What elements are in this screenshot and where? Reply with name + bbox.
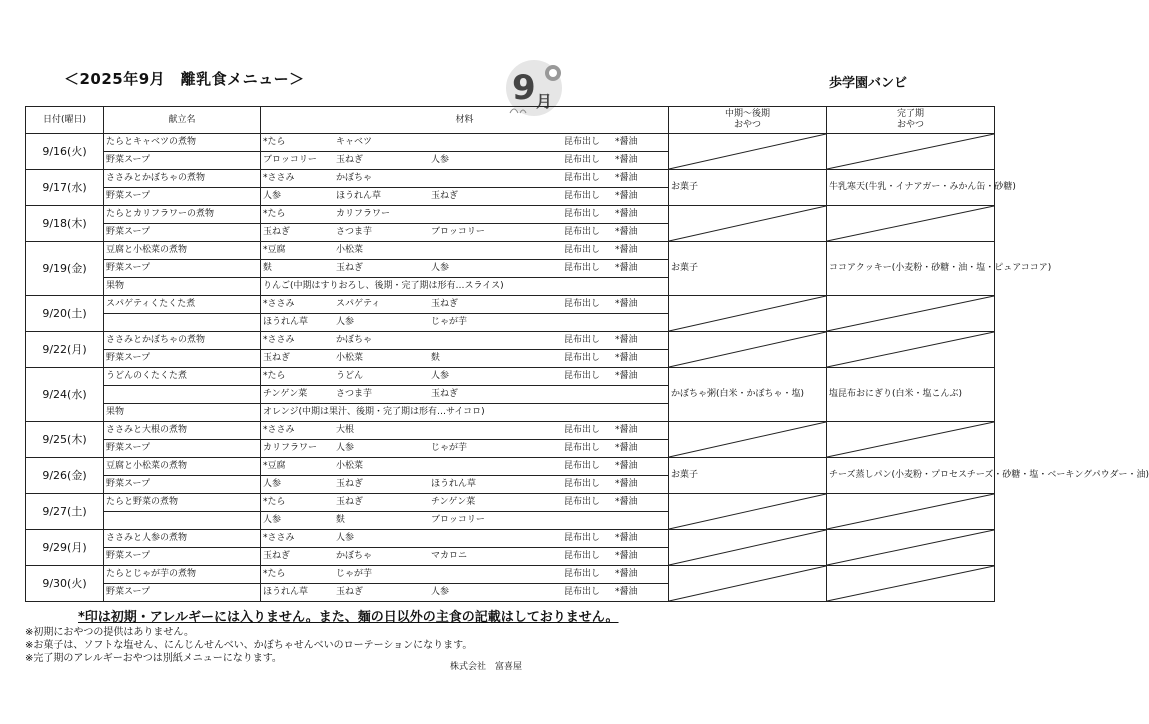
note-3: ※完了期のアレルギーおやつは別紙メニューになります。 bbox=[25, 653, 282, 664]
empty-cell-diagonal bbox=[669, 206, 826, 241]
seasoning-soy: *醤油 bbox=[615, 587, 638, 597]
ingredient: かぼちゃ bbox=[336, 335, 373, 345]
final-header-line2: おやつ bbox=[896, 120, 924, 130]
ingredient: マカロニ bbox=[431, 551, 468, 561]
empty-cell-diagonal bbox=[669, 134, 826, 169]
menu-row bbox=[26, 368, 995, 386]
mid-late-snack-cell: かぼちゃ粥(白米・かぼちゃ・塩) bbox=[669, 368, 827, 422]
header-row bbox=[26, 107, 995, 134]
seasoning-soy: *醤油 bbox=[615, 335, 638, 345]
ingredient: *豆腐 bbox=[263, 461, 286, 471]
dish-cell: 野菜スープ bbox=[104, 260, 261, 278]
date-cell: 9/27(土) bbox=[26, 494, 104, 530]
dish-cell: 野菜スープ bbox=[104, 584, 261, 602]
col-date-header: 日付(曜日) bbox=[26, 107, 104, 134]
ingredient: 大根 bbox=[336, 425, 355, 435]
seasoning-kombu: 昆布出し bbox=[564, 569, 601, 579]
dish-cell: たらとじゃが芋の煮物 bbox=[104, 566, 261, 584]
seasoning-soy: *醤油 bbox=[615, 533, 638, 543]
ingredients-cell bbox=[261, 494, 669, 512]
seasoning-kombu: 昆布出し bbox=[564, 353, 601, 363]
menu-table bbox=[25, 106, 1149, 602]
allergy-note: *印は初期・アレルギーには入りません。また、麺の日以外の主食の記載はしておりません。 bbox=[78, 610, 619, 625]
date-cell: 9/20(土) bbox=[26, 296, 104, 332]
ingredient: 人参 bbox=[263, 515, 282, 525]
ingredient: 玉ねぎ bbox=[263, 227, 291, 237]
ingredient: ほうれん草 bbox=[263, 587, 309, 597]
ingredient: さつま芋 bbox=[336, 227, 373, 237]
ingredients-cell bbox=[261, 224, 669, 242]
dish-cell: ささみとかぼちゃの煮物 bbox=[104, 332, 261, 350]
final-snack-cell bbox=[827, 206, 995, 242]
ingredient: *たら bbox=[263, 137, 286, 147]
ingredients-cell bbox=[261, 206, 669, 224]
final-snack-cell bbox=[827, 566, 995, 602]
ingredients-cell bbox=[261, 476, 669, 494]
final-header-line1: 完了期 bbox=[896, 109, 924, 119]
final-snack-cell bbox=[827, 332, 995, 368]
seasoning-kombu: 昆布出し bbox=[564, 299, 601, 309]
dish-cell: 野菜スープ bbox=[104, 476, 261, 494]
menu-row bbox=[26, 422, 995, 440]
seasoning-soy: *醤油 bbox=[615, 191, 638, 201]
ingredient: りんご(中期はすりおろし、後期・完了期は形有…スライス) bbox=[263, 281, 504, 291]
ingredients-cell bbox=[261, 530, 669, 548]
badge-number: 9 bbox=[512, 68, 536, 108]
ingredient: *たら bbox=[263, 209, 286, 219]
ingredient: じゃが芋 bbox=[431, 317, 468, 327]
seasoning-kombu: 昆布出し bbox=[564, 335, 601, 345]
page-title: ＜2025年9月 離乳食メニュー＞ bbox=[64, 70, 305, 88]
empty-cell-diagonal bbox=[827, 296, 994, 331]
mid-late-snack-cell bbox=[669, 332, 827, 368]
ingredient: ブロッコリー bbox=[263, 155, 317, 165]
mid-late-snack-cell: お菓子 bbox=[669, 170, 827, 206]
ingredient: カリフラワー bbox=[263, 443, 318, 453]
seasoning-kombu: 昆布出し bbox=[564, 479, 601, 489]
final-snack-cell: チーズ蒸しパン(小麦粉・プロセスチーズ・砂糖・塩・ベーキングパウダー・油) bbox=[827, 458, 995, 494]
final-snack-cell: 牛乳寒天(牛乳・イナアガー・みかん缶・砂糖) bbox=[827, 170, 995, 206]
dish-cell bbox=[104, 512, 261, 530]
date-cell: 9/19(金) bbox=[26, 242, 104, 296]
ingredients-cell bbox=[261, 170, 669, 188]
date-cell: 9/16(火) bbox=[26, 134, 104, 170]
seasoning-soy: *醤油 bbox=[615, 497, 638, 507]
ingredient: じゃが芋 bbox=[431, 443, 468, 453]
ingredients-cell bbox=[261, 278, 669, 296]
mid-late-snack-cell bbox=[669, 134, 827, 170]
final-snack-cell bbox=[827, 494, 995, 530]
ingredient: 玉ねぎ bbox=[431, 191, 459, 201]
ingredients-cell bbox=[261, 422, 669, 440]
col-dish-header: 献立名 bbox=[104, 107, 261, 134]
seasoning-kombu: 昆布出し bbox=[564, 497, 601, 507]
menu-row bbox=[26, 494, 995, 512]
ingredient: 玉ねぎ bbox=[336, 497, 364, 507]
mid-late-header-line1: 中期～後期 bbox=[724, 109, 770, 119]
mid-late-snack-cell bbox=[669, 422, 827, 458]
ingredient: *たら bbox=[263, 569, 286, 579]
ingredient: 人参 bbox=[336, 443, 355, 453]
ingredients-cell bbox=[261, 440, 669, 458]
dish-cell: 野菜スープ bbox=[104, 440, 261, 458]
dish-cell: 野菜スープ bbox=[104, 224, 261, 242]
dish-cell: 豆腐と小松菜の煮物 bbox=[104, 458, 261, 476]
ingredient: 人参 bbox=[263, 191, 282, 201]
seasoning-kombu: 昆布出し bbox=[564, 227, 601, 237]
ingredients-cell bbox=[261, 350, 669, 368]
date-cell: 9/24(水) bbox=[26, 368, 104, 422]
final-snack-cell bbox=[827, 422, 995, 458]
empty-cell-diagonal bbox=[669, 566, 826, 601]
empty-cell-diagonal bbox=[827, 494, 994, 529]
ingredients-cell bbox=[261, 242, 669, 260]
seasoning-soy: *醤油 bbox=[615, 461, 638, 471]
ingredient: 人参 bbox=[336, 317, 355, 327]
dish-cell bbox=[104, 314, 261, 332]
dish-cell: たらと野菜の煮物 bbox=[104, 494, 261, 512]
seasoning-kombu: 昆布出し bbox=[564, 461, 601, 471]
dish-cell: ささみとかぼちゃの煮物 bbox=[104, 170, 261, 188]
empty-cell-diagonal bbox=[827, 422, 994, 457]
ingredient: 小松菜 bbox=[336, 461, 364, 471]
ingredient: 玉ねぎ bbox=[336, 155, 364, 165]
ingredients-cell bbox=[261, 188, 669, 206]
empty-cell-diagonal bbox=[669, 494, 826, 529]
mid-late-snack-cell bbox=[669, 206, 827, 242]
ingredients-cell bbox=[261, 566, 669, 584]
seasoning-kombu: 昆布出し bbox=[564, 443, 601, 453]
ingredient: 玉ねぎ bbox=[263, 353, 291, 363]
menu-row bbox=[26, 458, 995, 476]
seasoning-soy: *醤油 bbox=[615, 551, 638, 561]
ingredients-cell bbox=[261, 332, 669, 350]
badge-month: 月 bbox=[536, 92, 553, 111]
ingredient: 人参 bbox=[263, 479, 282, 489]
col-mid-late-header bbox=[669, 107, 827, 134]
dish-cell: 野菜スープ bbox=[104, 548, 261, 566]
seasoning-soy: *醤油 bbox=[615, 371, 638, 381]
ingredient: カリフラワー bbox=[336, 209, 391, 219]
ingredients-cell bbox=[261, 260, 669, 278]
seasoning-soy: *醤油 bbox=[615, 299, 638, 309]
ingredient: ほうれん草 bbox=[263, 317, 309, 327]
dish-cell bbox=[104, 386, 261, 404]
seasoning-kombu: 昆布出し bbox=[564, 551, 601, 561]
empty-cell-diagonal bbox=[827, 566, 994, 601]
empty-cell-diagonal bbox=[827, 332, 994, 367]
ingredients-cell bbox=[261, 404, 669, 422]
ingredient: チンゲン菜 bbox=[431, 497, 476, 507]
seasoning-kombu: 昆布出し bbox=[564, 587, 601, 597]
ingredient: 人参 bbox=[431, 587, 450, 597]
ingredient: *たら bbox=[263, 497, 286, 507]
note-2: ※お菓子は、ソフトな塩せん、にんじんせんべい、かぼちゃせんべいのローテーションになります。 bbox=[25, 640, 473, 651]
col-final-header bbox=[827, 107, 995, 134]
ingredients-cell bbox=[261, 368, 669, 386]
seasoning-soy: *醤油 bbox=[615, 425, 638, 435]
ingredient: 人参 bbox=[431, 371, 450, 381]
final-snack-cell bbox=[827, 134, 995, 170]
seasoning-soy: *醤油 bbox=[615, 443, 638, 453]
ingredients-cell bbox=[261, 314, 669, 332]
ingredients-cell bbox=[261, 152, 669, 170]
dish-cell: 果物 bbox=[104, 278, 261, 296]
menu-row bbox=[26, 134, 995, 152]
seasoning-kombu: 昆布出し bbox=[564, 533, 601, 543]
menu-row bbox=[26, 530, 995, 548]
ingredients-cell bbox=[261, 548, 669, 566]
ingredient: 小松菜 bbox=[336, 245, 364, 255]
menu-row bbox=[26, 206, 995, 224]
seasoning-kombu: 昆布出し bbox=[564, 155, 601, 165]
empty-cell-diagonal bbox=[827, 134, 994, 169]
seasoning-kombu: 昆布出し bbox=[564, 209, 601, 219]
dish-cell: たらとカリフラワーの煮物 bbox=[104, 206, 261, 224]
seasoning-soy: *醤油 bbox=[615, 245, 638, 255]
seasoning-soy: *醤油 bbox=[615, 479, 638, 489]
ingredient: ブロッコリー bbox=[431, 227, 485, 237]
seasoning-soy: *醤油 bbox=[615, 137, 638, 147]
date-cell: 9/17(水) bbox=[26, 170, 104, 206]
col-ingredients-header: 材料 bbox=[261, 107, 669, 134]
empty-cell-diagonal bbox=[827, 206, 994, 241]
dish-cell: ささみと大根の煮物 bbox=[104, 422, 261, 440]
dish-cell: スパゲティくたくた煮 bbox=[104, 296, 261, 314]
date-cell: 9/18(木) bbox=[26, 206, 104, 242]
seasoning-soy: *醤油 bbox=[615, 155, 638, 165]
ingredient: 人参 bbox=[336, 533, 355, 543]
ingredient: うどん bbox=[336, 371, 364, 381]
mid-late-header-line2: おやつ bbox=[733, 120, 761, 130]
mid-late-snack-cell bbox=[669, 494, 827, 530]
menu-row bbox=[26, 296, 995, 314]
empty-cell-diagonal bbox=[669, 296, 826, 331]
mid-late-snack-cell: お菓子 bbox=[669, 458, 827, 494]
ingredient: *たら bbox=[263, 371, 286, 381]
seasoning-kombu: 昆布出し bbox=[564, 245, 601, 255]
date-cell: 9/22(月) bbox=[26, 332, 104, 368]
ingredient: ほうれん草 bbox=[336, 191, 382, 201]
ingredient: 玉ねぎ bbox=[263, 551, 291, 561]
seasoning-kombu: 昆布出し bbox=[564, 425, 601, 435]
seasoning-kombu: 昆布出し bbox=[564, 191, 601, 201]
ingredient: さつま芋 bbox=[336, 389, 373, 399]
date-cell: 9/25(木) bbox=[26, 422, 104, 458]
ingredient: 麩 bbox=[336, 515, 346, 525]
ingredient: かぼちゃ bbox=[336, 551, 373, 561]
dish-cell: 野菜スープ bbox=[104, 152, 261, 170]
seasoning-soy: *醤油 bbox=[615, 173, 638, 183]
dish-cell: 豆腐と小松菜の煮物 bbox=[104, 242, 261, 260]
empty-cell-diagonal bbox=[669, 332, 826, 367]
ingredient: オレンジ(中期は果汁、後期・完了期は形有…サイコロ) bbox=[263, 407, 485, 417]
final-snack-cell bbox=[827, 530, 995, 566]
ingredients-cell bbox=[261, 386, 669, 404]
seasoning-soy: *醤油 bbox=[615, 569, 638, 579]
menu-row bbox=[26, 242, 995, 260]
empty-cell-diagonal bbox=[669, 422, 826, 457]
ingredient: ほうれん草 bbox=[431, 479, 477, 489]
final-snack-cell bbox=[827, 296, 995, 332]
seasoning-kombu: 昆布出し bbox=[564, 263, 601, 273]
ingredient: 小松菜 bbox=[336, 353, 364, 363]
ingredient: *ささみ bbox=[263, 335, 295, 345]
seasoning-soy: *醤油 bbox=[615, 227, 638, 237]
ingredient: かぼちゃ bbox=[336, 173, 373, 183]
date-cell: 9/26(金) bbox=[26, 458, 104, 494]
ingredient: チンゲン菜 bbox=[263, 389, 308, 399]
ingredients-cell bbox=[261, 296, 669, 314]
mid-late-snack-cell bbox=[669, 296, 827, 332]
ingredient: スパゲティ bbox=[336, 299, 381, 309]
seasoning-kombu: 昆布出し bbox=[564, 371, 601, 381]
ingredient: 麩 bbox=[263, 263, 273, 273]
dish-cell: 果物 bbox=[104, 404, 261, 422]
date-cell: 9/30(火) bbox=[26, 566, 104, 602]
ingredients-cell bbox=[261, 512, 669, 530]
menu-row bbox=[26, 170, 995, 188]
ingredient: 麩 bbox=[431, 353, 441, 363]
mid-late-snack-cell bbox=[669, 566, 827, 602]
organization-name: 歩学園バンビ bbox=[829, 76, 908, 91]
ingredient: 人参 bbox=[431, 155, 450, 165]
ingredient: *ささみ bbox=[263, 299, 295, 309]
date-cell: 9/29(月) bbox=[26, 530, 104, 566]
ingredient: 玉ねぎ bbox=[336, 263, 364, 273]
ingredient: 玉ねぎ bbox=[431, 389, 459, 399]
note-1: ※初期におやつの提供はありません。 bbox=[25, 627, 194, 638]
mid-late-snack-cell bbox=[669, 530, 827, 566]
menu-row bbox=[26, 332, 995, 350]
company-footer: 株式会社 富喜屋 bbox=[450, 662, 523, 672]
ingredient: *ささみ bbox=[263, 533, 295, 543]
ingredient: 人参 bbox=[431, 263, 450, 273]
final-snack-cell: 塩昆布おにぎり(白米・塩こんぶ) bbox=[827, 368, 995, 422]
ingredient: *ささみ bbox=[263, 173, 295, 183]
final-snack-cell: ココアクッキー(小麦粉・砂糖・油・塩・ピュアココア) bbox=[827, 242, 995, 296]
dish-cell: ささみと人参の煮物 bbox=[104, 530, 261, 548]
ingredient: キャベツ bbox=[336, 137, 373, 147]
ingredient: 玉ねぎ bbox=[336, 479, 364, 489]
ingredients-cell bbox=[261, 584, 669, 602]
dish-cell: うどんのくたくた煮 bbox=[104, 368, 261, 386]
seasoning-soy: *醤油 bbox=[615, 209, 638, 219]
ingredient: 玉ねぎ bbox=[431, 299, 459, 309]
mid-late-snack-cell: お菓子 bbox=[669, 242, 827, 296]
seasoning-soy: *醤油 bbox=[615, 263, 638, 273]
empty-cell-diagonal bbox=[827, 530, 994, 565]
empty-cell-diagonal bbox=[669, 530, 826, 565]
dish-cell: 野菜スープ bbox=[104, 188, 261, 206]
ingredients-cell bbox=[261, 134, 669, 152]
ingredient: 玉ねぎ bbox=[336, 587, 364, 597]
seasoning-soy: *醤油 bbox=[615, 353, 638, 363]
ingredient: ブロッコリー bbox=[431, 515, 485, 525]
seasoning-kombu: 昆布出し bbox=[564, 137, 601, 147]
seasoning-kombu: 昆布出し bbox=[564, 173, 601, 183]
ingredient: じゃが芋 bbox=[336, 569, 373, 579]
ingredients-cell bbox=[261, 458, 669, 476]
dish-cell: 野菜スープ bbox=[104, 350, 261, 368]
ingredient: *豆腐 bbox=[263, 245, 286, 255]
ingredient: *ささみ bbox=[263, 425, 295, 435]
menu-row bbox=[26, 566, 995, 584]
dish-cell: たらとキャベツの煮物 bbox=[104, 134, 261, 152]
